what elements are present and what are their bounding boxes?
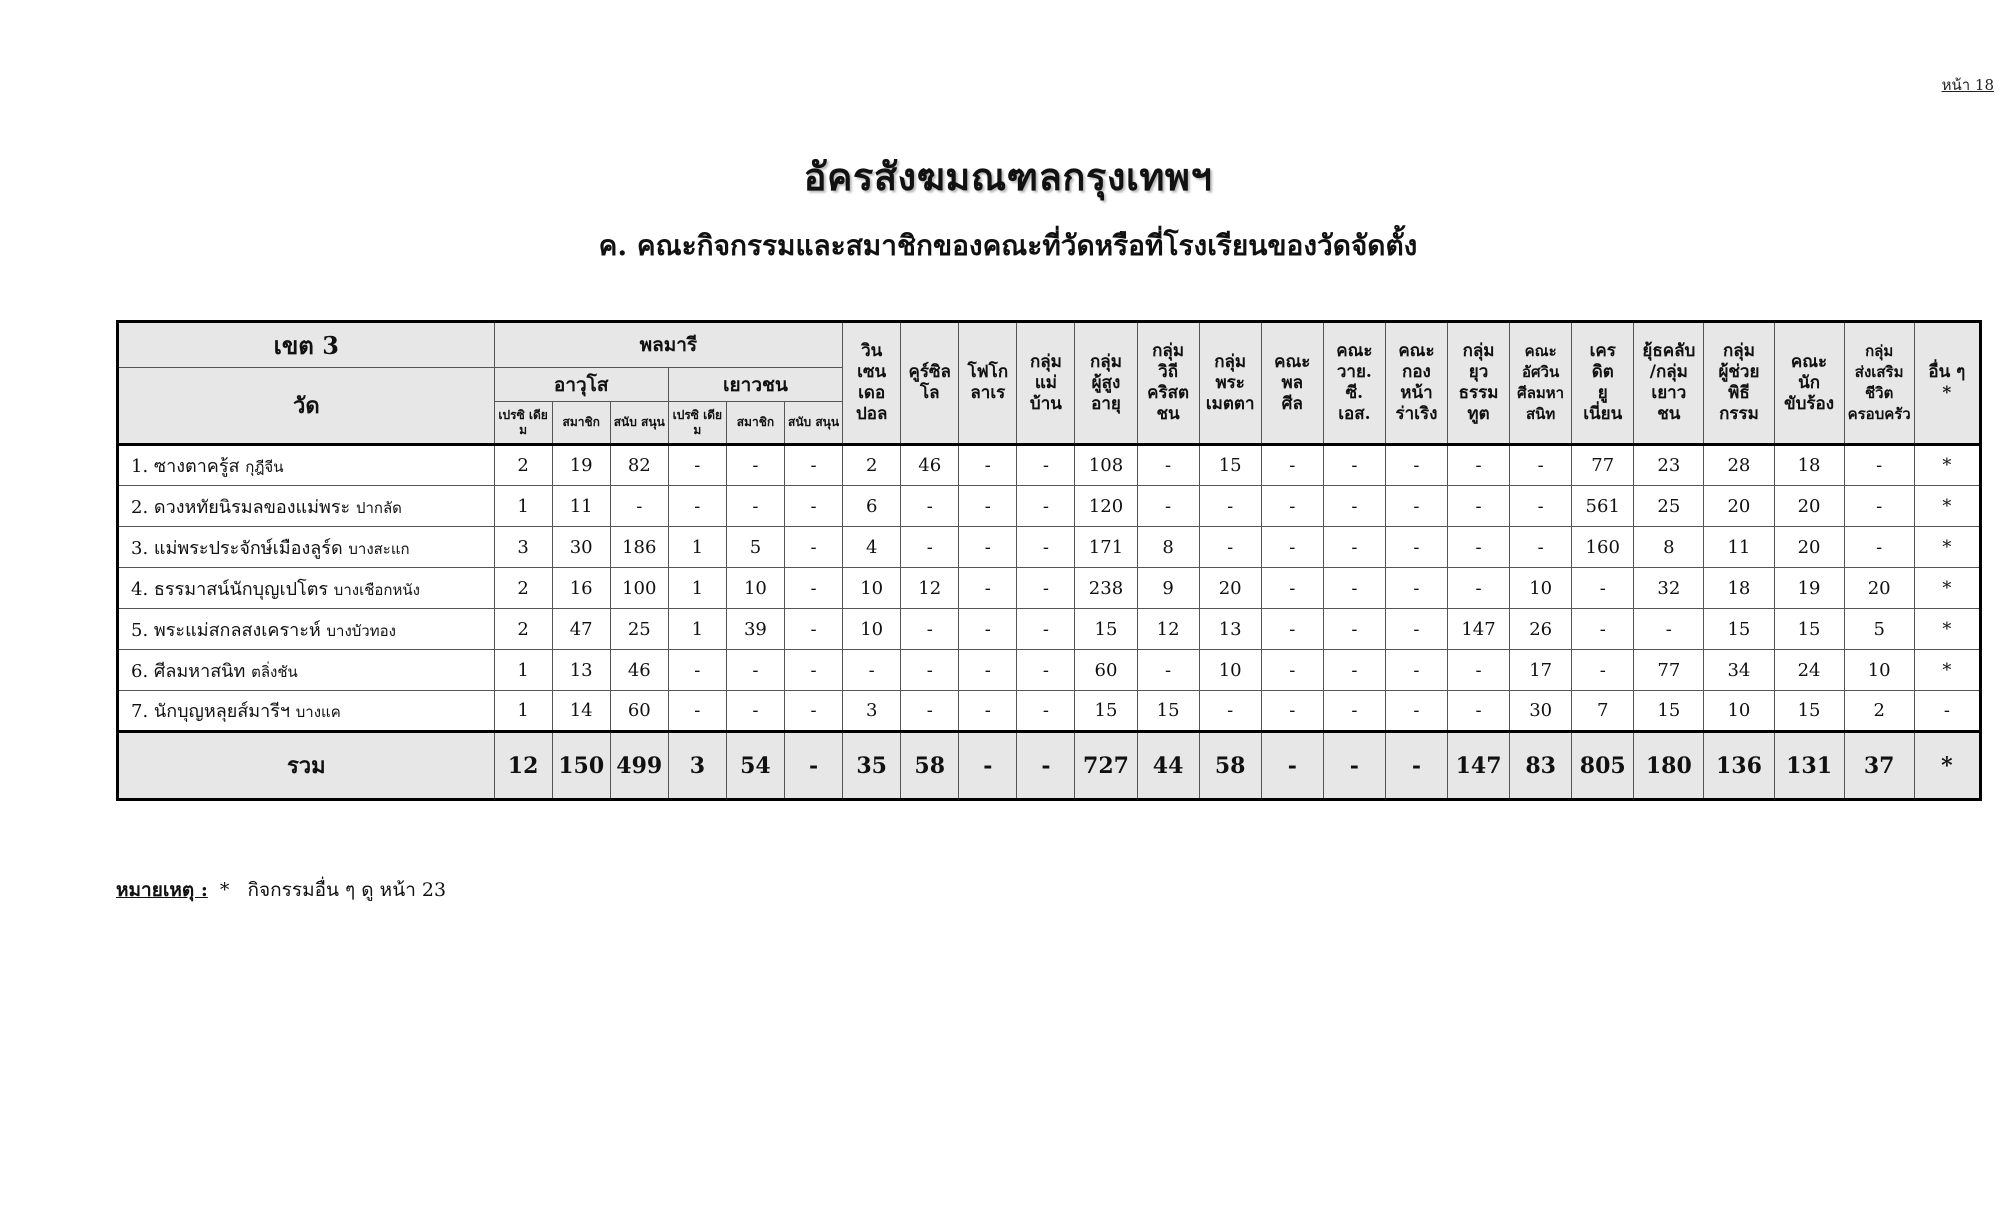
sub-header-members: สมาชิก <box>552 402 610 445</box>
value-cell: 499 <box>610 732 668 800</box>
value-cell: - <box>1510 445 1572 486</box>
value-cell: 20 <box>1199 568 1261 609</box>
value-cell: - <box>1323 445 1385 486</box>
wat-name-cell <box>118 691 495 732</box>
value-cell: 35 <box>843 732 901 800</box>
value-cell: - <box>1017 609 1075 650</box>
total-label: รวม <box>118 732 495 800</box>
value-cell: - <box>784 527 842 568</box>
value-cell: 15 <box>1774 691 1844 732</box>
wat-name-cell <box>118 568 495 609</box>
value-cell: 14 <box>552 691 610 732</box>
value-cell: - <box>1017 691 1075 732</box>
legion-header: พลมารี <box>494 322 843 368</box>
value-cell: - <box>1323 609 1385 650</box>
value-cell: 238 <box>1075 568 1137 609</box>
value-cell: 3 <box>843 691 901 732</box>
value-cell: * <box>1914 732 1980 800</box>
value-cell: - <box>1137 650 1199 691</box>
table-row <box>118 445 1981 486</box>
value-cell: 15 <box>1075 691 1137 732</box>
wat-location: ปากลัด <box>355 498 402 517</box>
value-cell: - <box>1017 445 1075 486</box>
value-cell: - <box>1385 445 1447 486</box>
value-cell: - <box>1448 568 1510 609</box>
value-cell: - <box>668 691 726 732</box>
value-cell: 11 <box>552 486 610 527</box>
value-cell: * <box>1914 527 1980 568</box>
value-cell: - <box>1323 486 1385 527</box>
value-cell: - <box>726 486 784 527</box>
value-cell: 12 <box>494 732 552 800</box>
value-cell: 19 <box>1774 568 1844 609</box>
col-header-joyful-vanguard: คณะ กอง หน้า ร่าเริง <box>1385 322 1447 445</box>
wat-location: กุฎีจีน <box>245 458 284 476</box>
value-cell: 77 <box>1634 650 1704 691</box>
value-cell: - <box>1448 527 1510 568</box>
zone-header: เขต 3 <box>118 322 495 368</box>
value-cell: 3 <box>494 527 552 568</box>
value-cell: 10 <box>843 568 901 609</box>
sub-header-members: สมาชิก <box>726 402 784 445</box>
value-cell: - <box>959 732 1017 800</box>
value-cell: - <box>1017 568 1075 609</box>
page-number: หน้า 18 <box>1941 76 1994 94</box>
value-cell: - <box>1017 486 1075 527</box>
wat-name: 3. แม่พระประจักษ์เมืองลูร์ด <box>131 537 343 559</box>
value-cell: 7 <box>1572 691 1634 732</box>
col-header-young-missionaries: กลุ่ม ยุว ธรรม ทูต <box>1448 322 1510 445</box>
value-cell: - <box>959 650 1017 691</box>
value-cell: 9 <box>1137 568 1199 609</box>
value-cell: 727 <box>1075 732 1137 800</box>
value-cell: 46 <box>901 445 959 486</box>
value-cell: 8 <box>1634 527 1704 568</box>
value-cell: 3 <box>668 732 726 800</box>
value-cell: 20 <box>1704 486 1774 527</box>
value-cell: * <box>1914 445 1980 486</box>
wat-location: บางเชือกหนัง <box>333 580 420 599</box>
page-subtitle: ค. คณะกิจกรรมและสมาชิกของคณะที่วัดหรือที่โรงเรียนของวัดจัดตั้ง <box>598 229 1418 262</box>
value-cell: 26 <box>1510 609 1572 650</box>
value-cell: 15 <box>1704 609 1774 650</box>
value-cell: 77 <box>1572 445 1634 486</box>
value-cell: - <box>1017 527 1075 568</box>
value-cell: - <box>1385 486 1447 527</box>
col-header-choir: คณะ นัก ขับร้อง <box>1774 322 1844 445</box>
youth-header: เยาวชน <box>668 368 842 402</box>
value-cell: - <box>843 650 901 691</box>
value-cell: - <box>1572 650 1634 691</box>
value-cell: - <box>1323 650 1385 691</box>
value-cell: - <box>959 691 1017 732</box>
value-cell: - <box>1385 568 1447 609</box>
table-body <box>118 445 1981 800</box>
table-row <box>118 568 1981 609</box>
col-header-mercy: กลุ่ม พระ เมตตา <box>1199 322 1261 445</box>
value-cell: 30 <box>1510 691 1572 732</box>
value-cell: 15 <box>1634 691 1704 732</box>
value-cell: - <box>1385 527 1447 568</box>
value-cell: 15 <box>1199 445 1261 486</box>
value-cell: - <box>959 609 1017 650</box>
value-cell: - <box>1323 691 1385 732</box>
wat-location: บางสะแก <box>348 539 410 558</box>
value-cell: - <box>1448 691 1510 732</box>
table-row <box>118 527 1981 568</box>
value-cell: 16 <box>552 568 610 609</box>
value-cell: - <box>1323 732 1385 800</box>
value-cell: - <box>1261 650 1323 691</box>
value-cell: 12 <box>1137 609 1199 650</box>
col-header-family-life: กลุ่ม ส่งเสริม ชีวิต ครอบครัว <box>1844 322 1914 445</box>
value-cell: - <box>668 445 726 486</box>
value-cell: - <box>959 527 1017 568</box>
value-cell: 561 <box>1572 486 1634 527</box>
value-cell: - <box>1448 650 1510 691</box>
value-cell: - <box>1323 568 1385 609</box>
value-cell: - <box>1572 609 1634 650</box>
value-cell: 58 <box>901 732 959 800</box>
value-cell: * <box>1914 568 1980 609</box>
value-cell: - <box>1914 691 1980 732</box>
value-cell: 83 <box>1510 732 1572 800</box>
value-cell: 37 <box>1844 732 1914 800</box>
wat-header: วัด <box>118 368 495 445</box>
value-cell: - <box>959 568 1017 609</box>
value-cell: 147 <box>1448 609 1510 650</box>
value-cell: 171 <box>1075 527 1137 568</box>
value-cell: - <box>1199 486 1261 527</box>
value-cell: 147 <box>1448 732 1510 800</box>
value-cell: - <box>1261 568 1323 609</box>
value-cell: 120 <box>1075 486 1137 527</box>
col-header-credit-union: เคร ดิต ยู เนี่ยน <box>1572 322 1634 445</box>
value-cell: 18 <box>1704 568 1774 609</box>
col-header-youth-club: ยุ้ธคลับ /กลุ่ม เยาว ชน <box>1634 322 1704 445</box>
col-header-eucharist-knights: คณะ อัศวิน ศีลมหา สนิท <box>1510 322 1572 445</box>
value-cell: 180 <box>1634 732 1704 800</box>
value-cell: 10 <box>843 609 901 650</box>
value-cell: - <box>784 486 842 527</box>
value-cell: 23 <box>1634 445 1704 486</box>
value-cell: 2 <box>494 445 552 486</box>
value-cell: 20 <box>1774 486 1844 527</box>
wat-name: 4. ธรรมาสน์นักบุญเปโตร <box>131 578 329 600</box>
wat-name-cell <box>118 486 495 527</box>
wat-name-cell <box>118 445 495 486</box>
wat-location: บางบัวทอง <box>326 621 396 640</box>
senior-header: อาวุโส <box>494 368 668 402</box>
value-cell: 2 <box>494 609 552 650</box>
value-cell: - <box>1448 486 1510 527</box>
value-cell: 13 <box>552 650 610 691</box>
value-cell: 11 <box>1704 527 1774 568</box>
value-cell: - <box>959 486 1017 527</box>
value-cell: 15 <box>1075 609 1137 650</box>
value-cell: 1 <box>668 568 726 609</box>
value-cell: 2 <box>1844 691 1914 732</box>
value-cell: 82 <box>610 445 668 486</box>
value-cell: 8 <box>1137 527 1199 568</box>
value-cell: 46 <box>610 650 668 691</box>
value-cell: 160 <box>1572 527 1634 568</box>
footnote-text: * กิจกรรมอื่น ๆ ดู หน้า 23 <box>207 879 447 901</box>
wat-name: 7. นักบุญหลุยส์มารีฯ <box>131 701 291 722</box>
table-row <box>118 691 1981 732</box>
wat-name: 6. ศีลมหาสนิท <box>131 660 246 682</box>
wat-name: 2. ดวงหทัยนิรมลของแม่พระ <box>131 496 351 518</box>
value-cell: 1 <box>494 650 552 691</box>
value-cell: 13 <box>1199 609 1261 650</box>
value-cell: 20 <box>1774 527 1844 568</box>
table-row <box>118 486 1981 527</box>
activity-table <box>116 320 1982 801</box>
value-cell: - <box>1137 445 1199 486</box>
value-cell: - <box>668 650 726 691</box>
value-cell: - <box>1261 609 1323 650</box>
value-cell: 60 <box>1075 650 1137 691</box>
value-cell: - <box>1844 445 1914 486</box>
value-cell: 15 <box>1137 691 1199 732</box>
table-row <box>118 609 1981 650</box>
value-cell: - <box>1844 527 1914 568</box>
value-cell: - <box>726 650 784 691</box>
value-cell: 30 <box>552 527 610 568</box>
value-cell: - <box>901 486 959 527</box>
wat-name-cell <box>118 527 495 568</box>
sub-header-supporters: สนับ สนุน <box>784 402 842 445</box>
value-cell: - <box>1261 691 1323 732</box>
value-cell: - <box>1199 527 1261 568</box>
col-header-sacrament-force: คณะ พล ศีล <box>1261 322 1323 445</box>
value-cell: - <box>1844 486 1914 527</box>
value-cell: - <box>1448 445 1510 486</box>
value-cell: 1 <box>494 691 552 732</box>
value-cell: - <box>668 486 726 527</box>
value-cell: 6 <box>843 486 901 527</box>
value-cell: 2 <box>843 445 901 486</box>
total-row <box>118 732 1981 800</box>
value-cell: 54 <box>726 732 784 800</box>
footnote <box>116 875 446 905</box>
wat-location: บางแค <box>295 703 341 721</box>
value-cell: 10 <box>1704 691 1774 732</box>
value-cell: 58 <box>1199 732 1261 800</box>
value-cell: 25 <box>610 609 668 650</box>
value-cell: 18 <box>1774 445 1844 486</box>
sub-header-praesidium: เปรซิ เดียม <box>494 402 552 445</box>
value-cell: 17 <box>1510 650 1572 691</box>
value-cell: 15 <box>1774 609 1844 650</box>
value-cell: - <box>1199 691 1261 732</box>
value-cell: 47 <box>552 609 610 650</box>
col-header-others: อื่น ๆ * <box>1914 322 1980 445</box>
page-title: อัครสังฆมณฑลกรุงเทพฯ <box>803 154 1213 199</box>
value-cell: 5 <box>726 527 784 568</box>
value-cell: 186 <box>610 527 668 568</box>
value-cell: - <box>1385 609 1447 650</box>
col-header-vincent: วิน เซน เดอ ปอล <box>843 322 901 445</box>
value-cell: * <box>1914 486 1980 527</box>
value-cell: 10 <box>1199 650 1261 691</box>
value-cell: - <box>959 445 1017 486</box>
value-cell: - <box>1017 732 1075 800</box>
col-header-christian-way: กลุ่ม วิถี คริสต ชน <box>1137 322 1199 445</box>
value-cell: 108 <box>1075 445 1137 486</box>
value-cell: 136 <box>1704 732 1774 800</box>
value-cell: - <box>610 486 668 527</box>
col-header-elderly: กลุ่ม ผู้สูง อายุ <box>1075 322 1137 445</box>
value-cell: 44 <box>1137 732 1199 800</box>
value-cell: 1 <box>668 527 726 568</box>
value-cell: - <box>1261 527 1323 568</box>
col-header-focolare: โฟโก ลาเร <box>959 322 1017 445</box>
value-cell: - <box>1017 650 1075 691</box>
value-cell: 10 <box>1844 650 1914 691</box>
wat-name-cell <box>118 650 495 691</box>
col-header-ycs: คณะ วาย. ซี. เอส. <box>1323 322 1385 445</box>
value-cell: - <box>901 650 959 691</box>
wat-name: 1. ซางตาครู้ส <box>131 456 240 477</box>
value-cell: - <box>901 691 959 732</box>
value-cell: - <box>726 691 784 732</box>
value-cell: 1 <box>668 609 726 650</box>
value-cell: 5 <box>1844 609 1914 650</box>
sub-header-praesidium: เปรซิ เดียม <box>668 402 726 445</box>
value-cell: - <box>1261 732 1323 800</box>
value-cell: 25 <box>1634 486 1704 527</box>
value-cell: 34 <box>1704 650 1774 691</box>
value-cell: 2 <box>494 568 552 609</box>
value-cell: - <box>901 527 959 568</box>
col-header-cursillo: คูร์ซิล โล <box>901 322 959 445</box>
value-cell: - <box>784 691 842 732</box>
value-cell: - <box>1385 732 1447 800</box>
sub-header-supporters: สนับ สนุน <box>610 402 668 445</box>
col-header-altar-servers: กลุ่ม ผู้ช่วย พิธี กรรม <box>1704 322 1774 445</box>
value-cell: - <box>1323 527 1385 568</box>
value-cell: - <box>1572 568 1634 609</box>
value-cell: - <box>1385 650 1447 691</box>
value-cell: - <box>901 609 959 650</box>
value-cell: - <box>1261 445 1323 486</box>
value-cell: - <box>1510 486 1572 527</box>
col-header-housewives: กลุ่ม แม่ บ้าน <box>1017 322 1075 445</box>
value-cell: 20 <box>1844 568 1914 609</box>
value-cell: 12 <box>901 568 959 609</box>
value-cell: - <box>1261 486 1323 527</box>
value-cell: 150 <box>552 732 610 800</box>
value-cell: - <box>784 650 842 691</box>
wat-name-cell <box>118 609 495 650</box>
value-cell: 4 <box>843 527 901 568</box>
footnote-label: หมายเหตุ : <box>116 879 208 901</box>
wat-location: ตลิ่งชัน <box>251 662 298 681</box>
value-cell: * <box>1914 650 1980 691</box>
value-cell: 805 <box>1572 732 1634 800</box>
value-cell: 100 <box>610 568 668 609</box>
value-cell: 28 <box>1704 445 1774 486</box>
value-cell: - <box>1137 486 1199 527</box>
value-cell: 39 <box>726 609 784 650</box>
value-cell: 131 <box>1774 732 1844 800</box>
value-cell: * <box>1914 609 1980 650</box>
value-cell: 10 <box>1510 568 1572 609</box>
value-cell: - <box>784 445 842 486</box>
value-cell: - <box>1385 691 1447 732</box>
value-cell: 10 <box>726 568 784 609</box>
value-cell: 19 <box>552 445 610 486</box>
value-cell: - <box>784 609 842 650</box>
value-cell: - <box>1634 609 1704 650</box>
value-cell: - <box>784 568 842 609</box>
value-cell: 32 <box>1634 568 1704 609</box>
value-cell: 1 <box>494 486 552 527</box>
value-cell: - <box>784 732 842 800</box>
value-cell: - <box>1510 527 1572 568</box>
value-cell: 60 <box>610 691 668 732</box>
value-cell: 24 <box>1774 650 1844 691</box>
wat-name: 5. พระแม่สกลสงเคราะห์ <box>131 619 321 641</box>
table-row <box>118 650 1981 691</box>
value-cell: - <box>726 445 784 486</box>
